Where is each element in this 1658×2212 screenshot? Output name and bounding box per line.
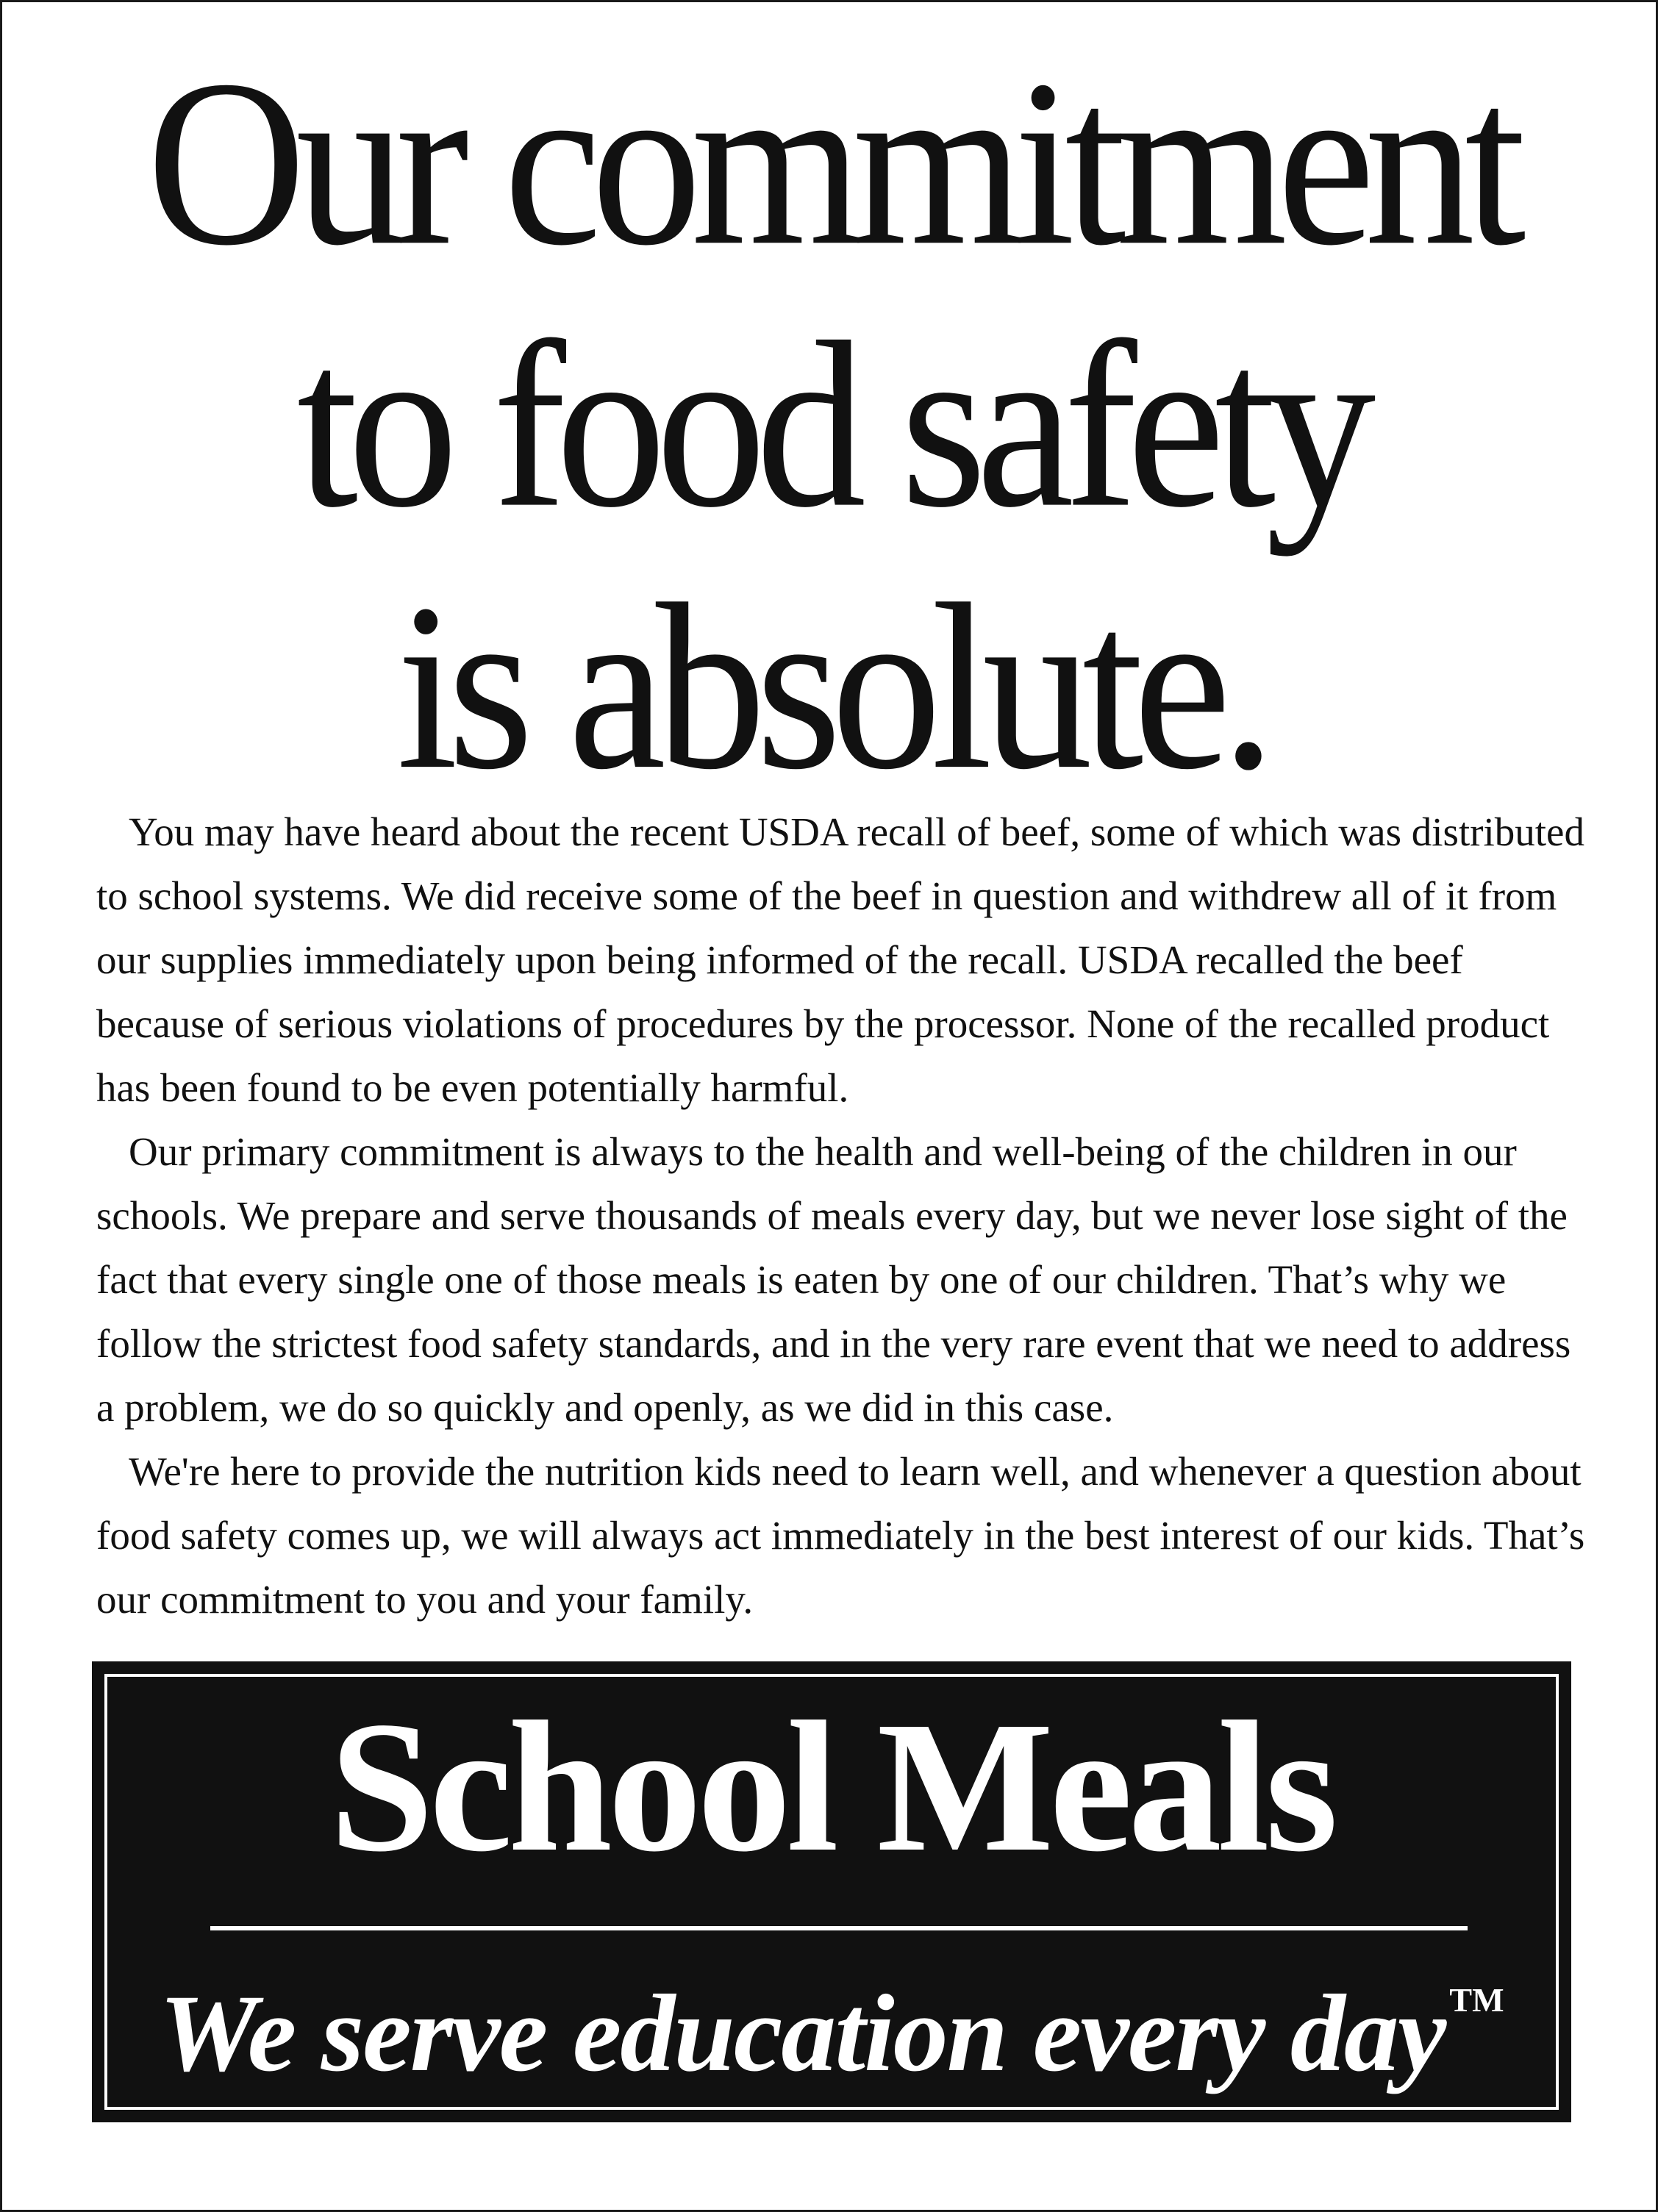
logo-inner-border bbox=[104, 1674, 1559, 2110]
school-meals-logo bbox=[92, 1661, 1571, 2122]
body-paragraph-2: Our primary commitment is always to the health and well-being of the children in our schools. We prepare and serve thousands of meals every day, but we never lose sight of the fact that every single one of those meals is eaten by one of our children. That’s why we follow the strictest food safety standards, and in the very rare event that we need to address a problem, we do so quickly and openly, as we did in this case. bbox=[96, 1129, 1571, 1430]
headline-line-2: to food safety bbox=[296, 293, 1366, 556]
body-paragraph-3: We're here to provide the nutrition kids need to learn well, and whenever a question about food safety comes up, we will always act immediately in the best interest of our kids. That’s our commitment to you and your family. bbox=[96, 1449, 1585, 1622]
logo-tagline-row bbox=[107, 1938, 1556, 2096]
trademark-symbol: TM bbox=[1449, 1981, 1504, 2019]
logo-divider bbox=[210, 1926, 1468, 1930]
headline bbox=[2, 32, 1658, 817]
logo-tagline: We serve education every day bbox=[159, 1972, 1446, 2094]
logo-title: School Meals bbox=[329, 1683, 1334, 1891]
body-copy bbox=[96, 800, 1589, 1631]
headline-line-1: Our commitment bbox=[146, 30, 1516, 295]
headline-line-3: is absolute. bbox=[396, 554, 1266, 819]
body-paragraph-1: You may have heard about the recent USDA recall of beef, some of which was distributed to school systems. We did receive some of the beef in question and withdrew all of it from our supplies immediately upon being informed of the recall. USDA recalled the beef because of serious violations of procedures by the processor. None of the recalled product has been found to be even potentially harmful. bbox=[96, 809, 1584, 1110]
